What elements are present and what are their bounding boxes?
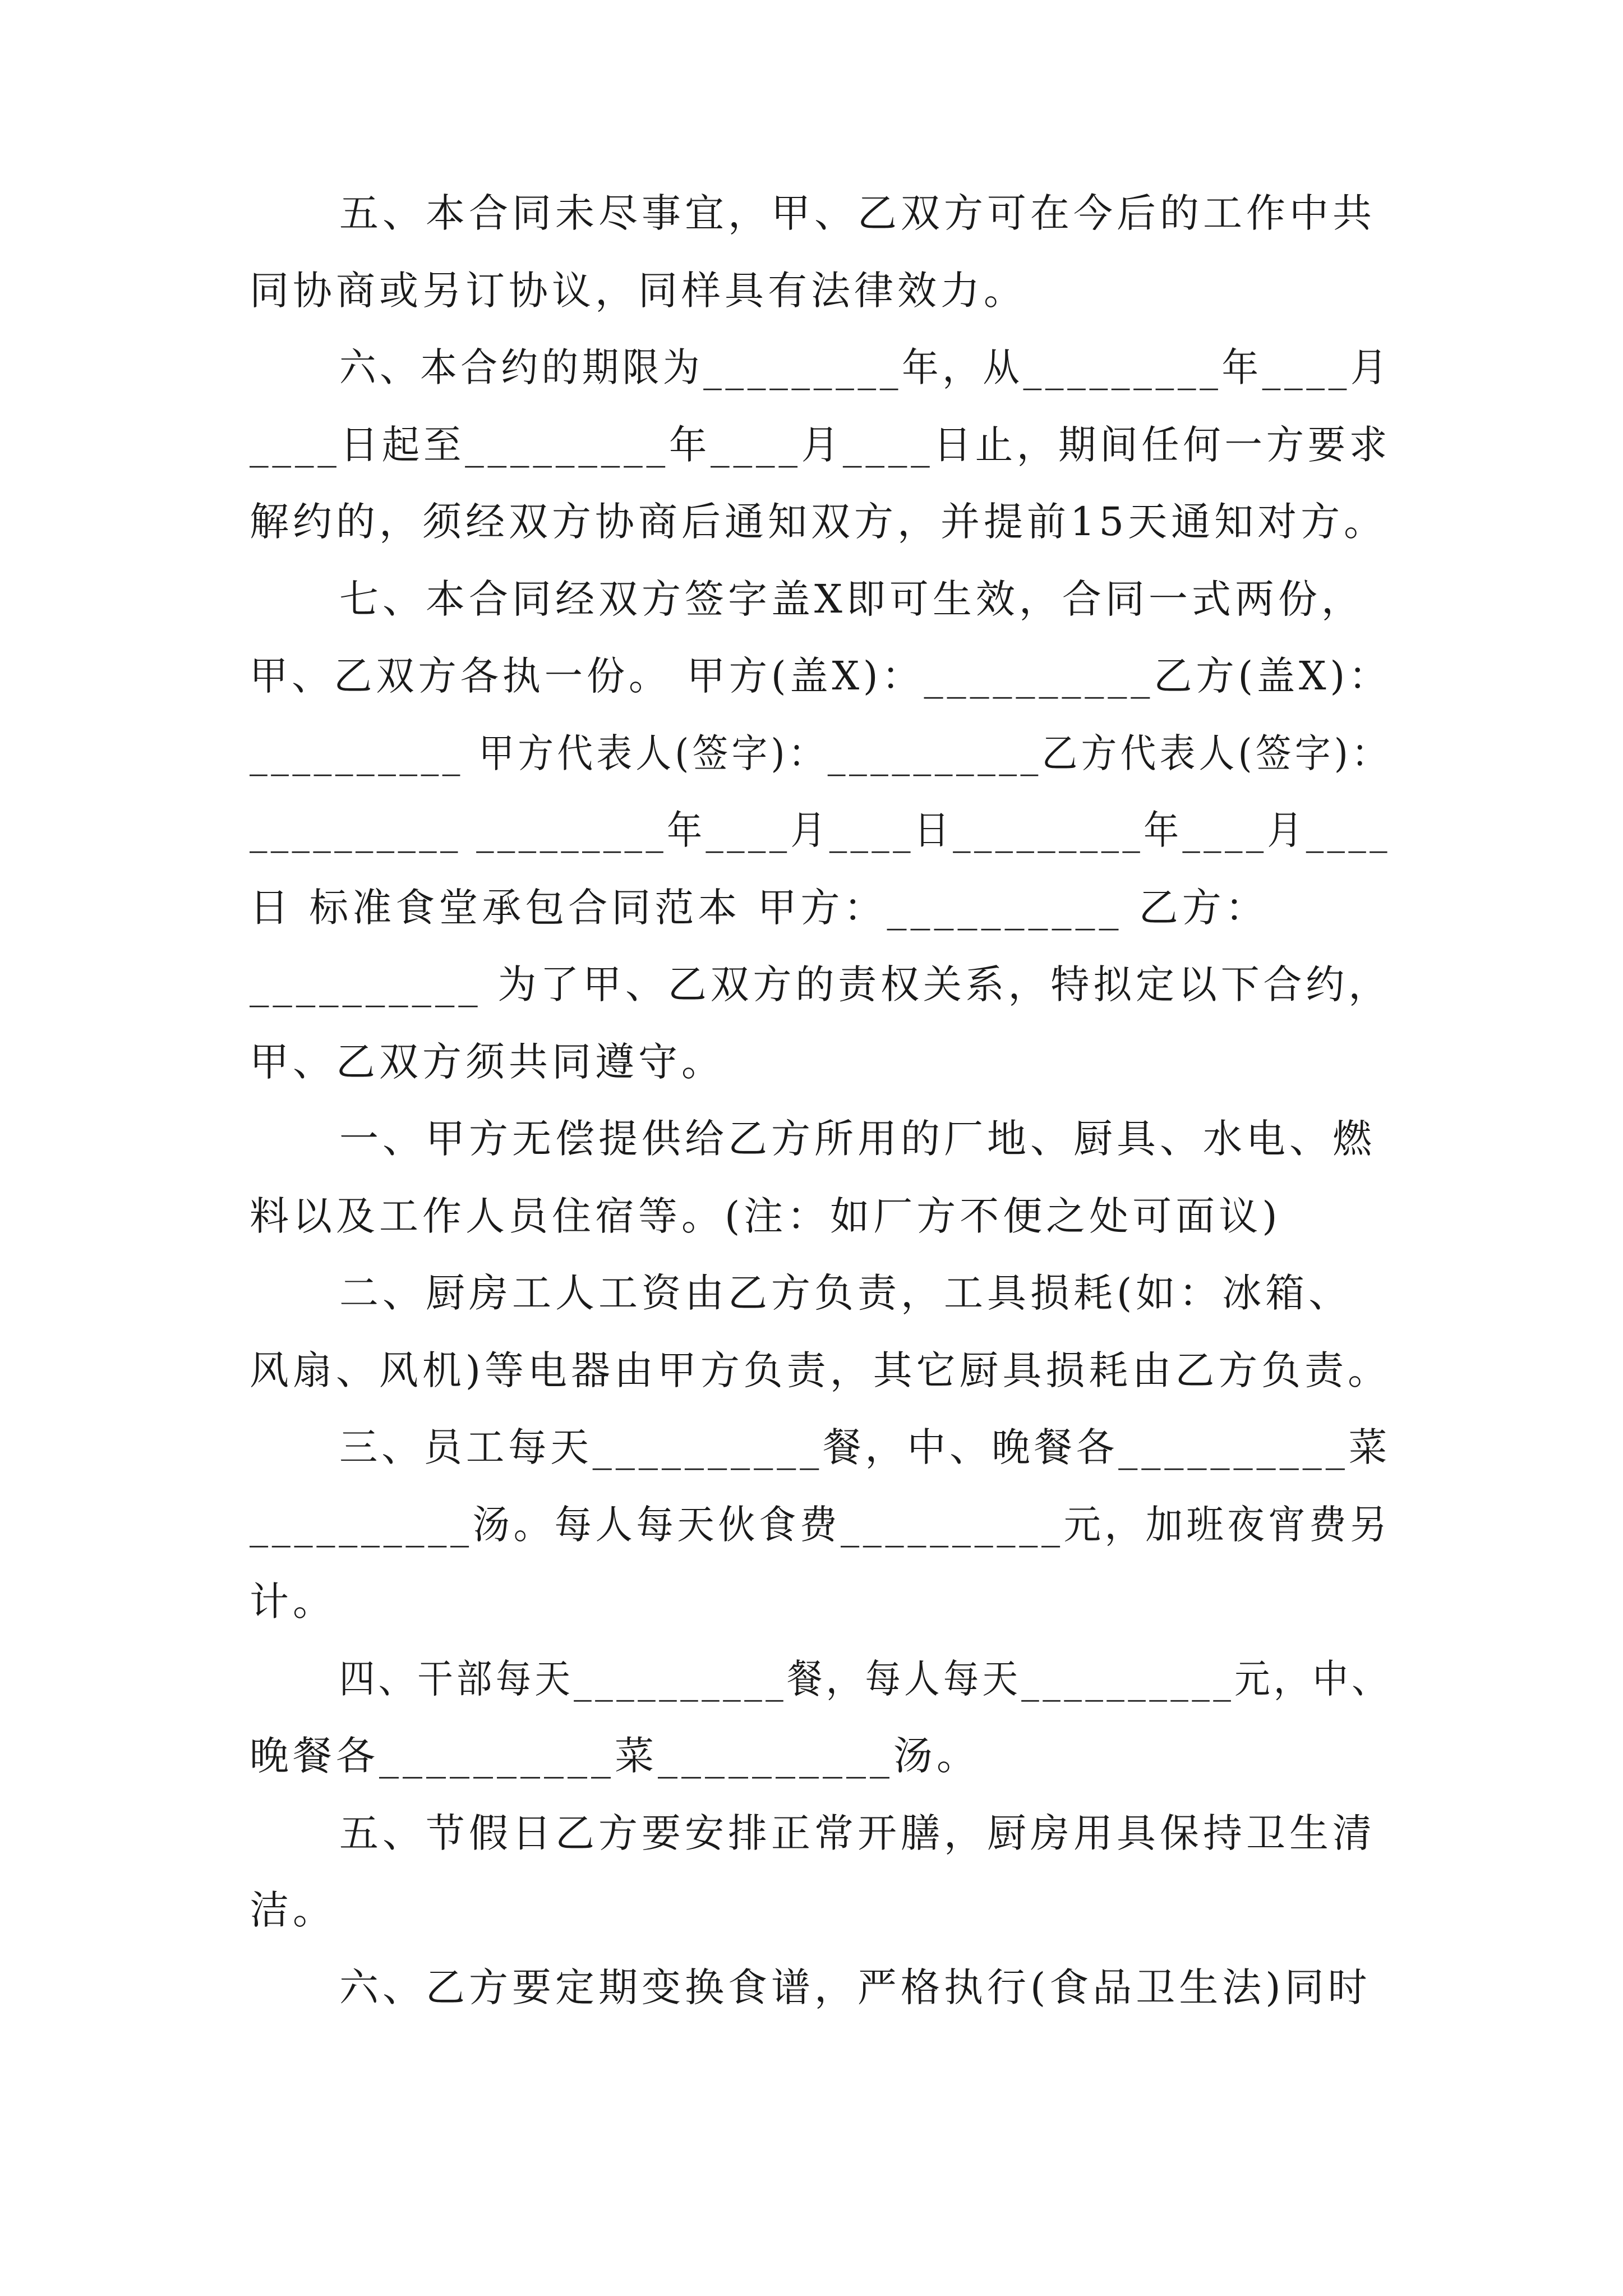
- text-line: 料以及工作人员住宿等。(注：如厂方不便之处可面议): [250, 1193, 1281, 1239]
- text-line: __________汤。每人每天伙食费__________元，加班夜宵费另: [250, 1502, 1391, 1548]
- text-line: 甲、乙双方须共同遵守。: [250, 1039, 725, 1085]
- text-line: __________ 甲方代表人(签字)：__________乙方代表人(签字)：: [250, 730, 1391, 776]
- text-line: 一、甲方无偿提供给乙方所用的厂地、厨具、水电、燃: [339, 1116, 1376, 1162]
- text-line: 七、本合同经双方签字盖X即可生效，合同一式两份，: [339, 576, 1364, 622]
- text-line: 同协商或另订协议，同样具有法律效力。: [250, 268, 1027, 314]
- text-line: ____日起至_________年____月____日止，期间任何一方要求: [250, 422, 1391, 468]
- text-line: 五、节假日乙方要安排正常开膳，厨房用具保持卫生清: [339, 1810, 1376, 1856]
- text-line: __________ _________年____月____日_________年____月____: [250, 807, 1391, 853]
- text-line: 洁。: [250, 1887, 336, 1933]
- text-line: 计。: [250, 1579, 336, 1625]
- text-line: 晚餐各__________菜__________汤。: [250, 1733, 980, 1779]
- text-line: 三、员工每天__________餐，中、晚餐各__________菜: [339, 1424, 1391, 1470]
- text-line: 风扇、风机)等电器由甲方负责，其它厨具损耗由乙方负责。: [250, 1347, 1391, 1393]
- text-line: 二、厨房工人工资由乙方负责，工具损耗(如：冰箱、: [339, 1270, 1352, 1316]
- text-line: 四、干部每天__________餐，每人每天__________元，中、: [339, 1656, 1391, 1702]
- text-line: 六、本合约的期限为_________年，从_________年____月: [339, 344, 1391, 390]
- text-line: 日 标准食堂承包合同范本 甲方：__________ 乙方：: [250, 885, 1269, 931]
- text-line: 六、乙方要定期变换食谱，严格执行(食品卫生法)同时: [339, 1964, 1371, 2010]
- text-line: __________ 为了甲、乙双方的责权关系，特拟定以下合约，: [250, 961, 1391, 1007]
- text-line: 五、本合同未尽事宜，甲、乙双方可在今后的工作中共: [339, 190, 1376, 236]
- text-line: 解约的，须经双方协商后通知双方，并提前15天通知对方。: [250, 499, 1387, 545]
- text-line: 甲、乙双方各执一份。 甲方(盖X)：__________乙方(盖X)：: [250, 653, 1391, 699]
